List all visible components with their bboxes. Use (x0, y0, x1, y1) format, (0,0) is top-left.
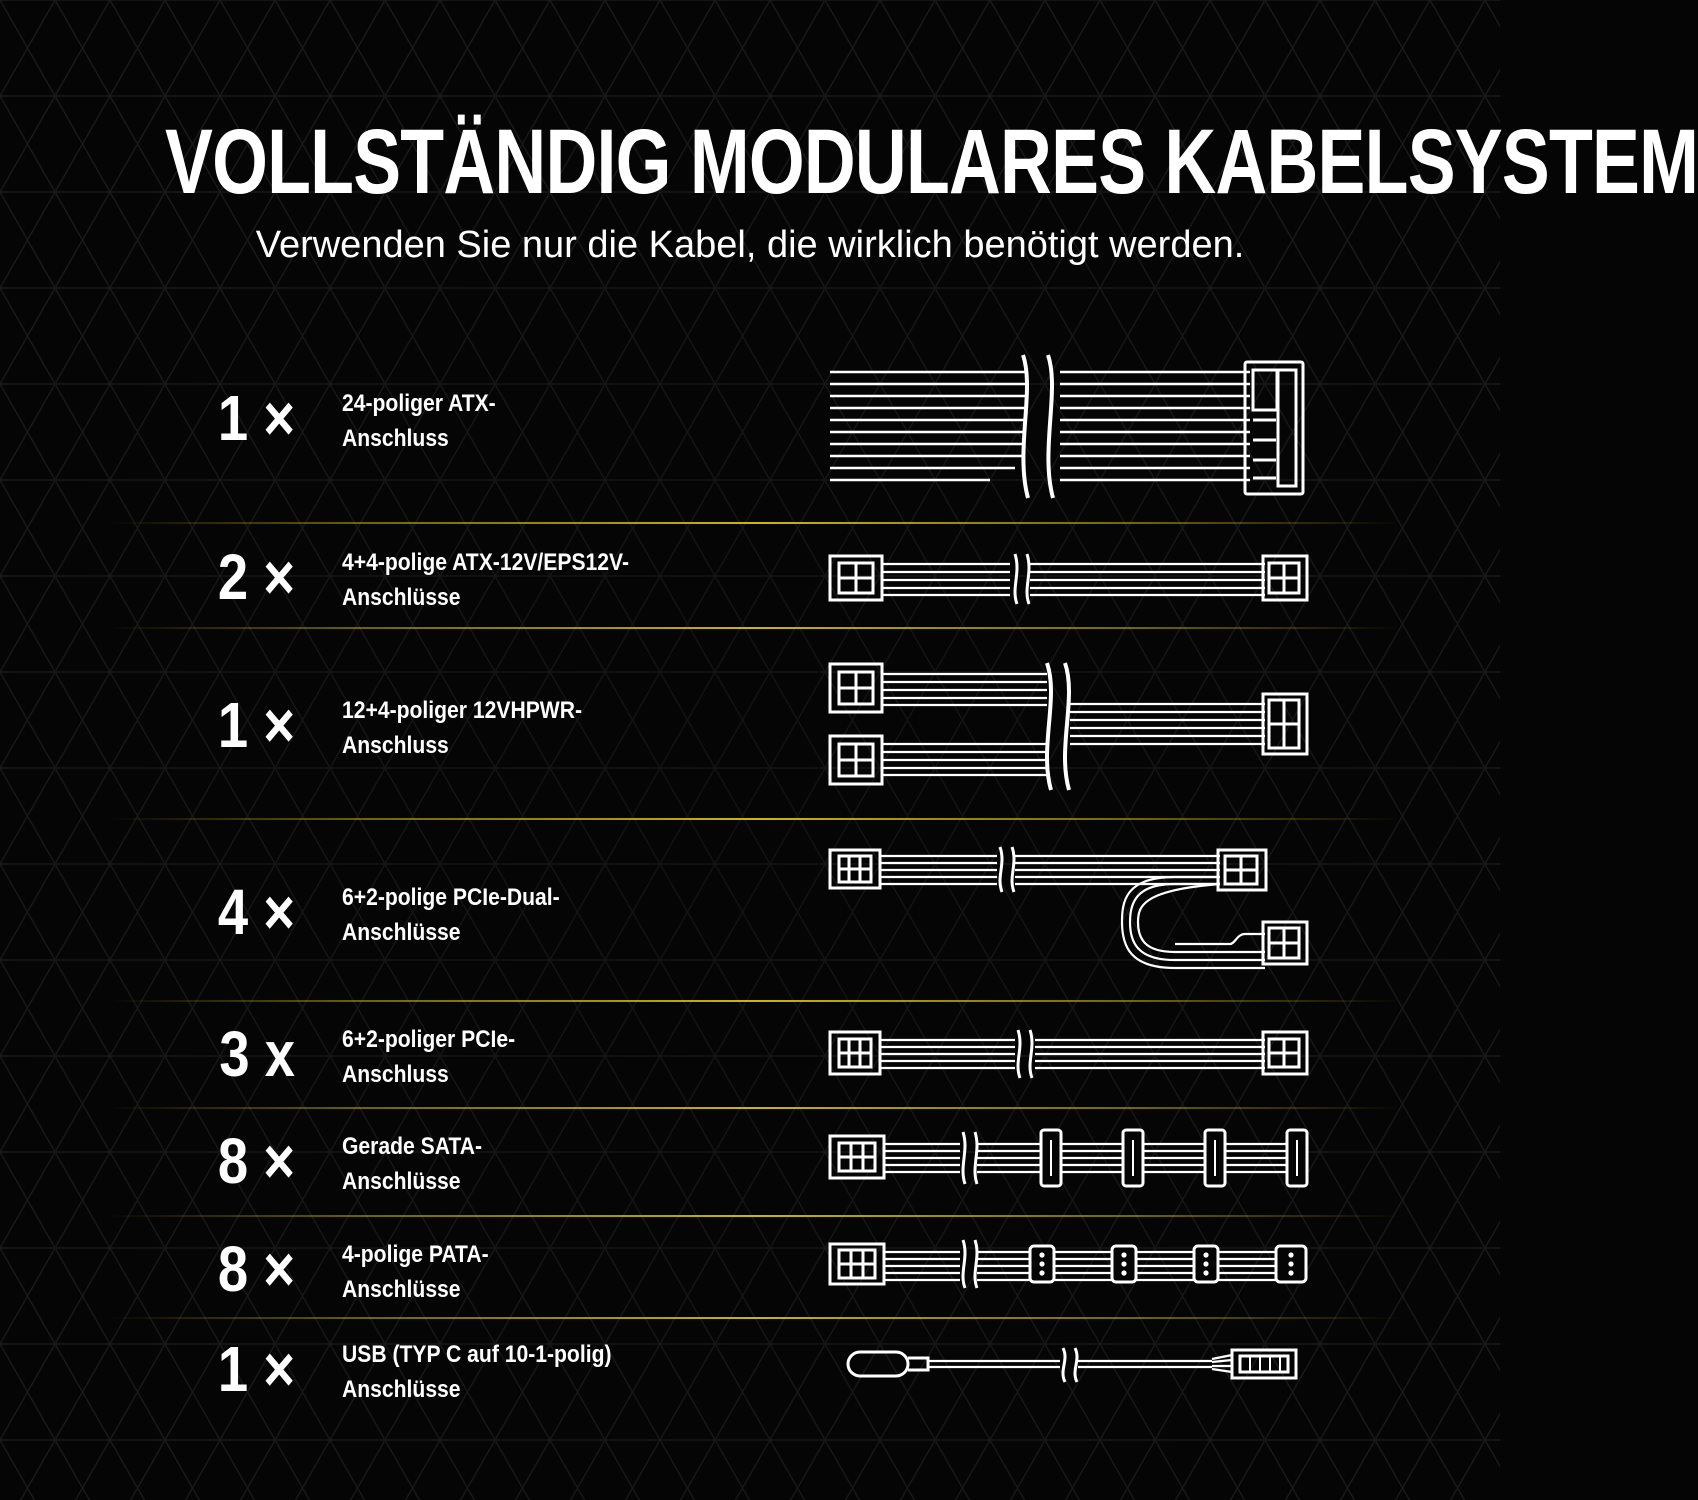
12vhpwr-cable-icon (825, 658, 1315, 793)
cable-count: 8 × (217, 1233, 295, 1305)
eps-cable-icon (825, 548, 1315, 608)
cable-count: 1 × (217, 689, 295, 761)
row-divider (110, 1317, 1400, 1319)
cable-count: 1 × (217, 1333, 295, 1405)
pata-cable-icon (825, 1236, 1315, 1291)
usb-c-cable-icon (840, 1340, 1310, 1390)
sata-cable-icon (825, 1126, 1315, 1191)
pcie-dual-cable-icon (825, 842, 1315, 977)
cable-label: 12+4-poliger 12VHPWR- Anschluss (342, 697, 583, 759)
cable-count: 4 × (217, 876, 295, 948)
row-divider (110, 1107, 1400, 1109)
cable-count: 3 x (219, 1018, 295, 1090)
cable-label: USB (TYP C auf 10-1-polig) Anschlüsse (342, 1341, 612, 1403)
page-title: VOLLSTÄNDIG MODULARES KABELSYSTEM (165, 111, 1698, 213)
row-divider (110, 522, 1400, 524)
cable-label: 6+2-poliger PCIe- Anschluss (342, 1026, 516, 1088)
row-divider (110, 818, 1400, 820)
cable-label: 4+4-polige ATX-12V/EPS12V- Anschlüsse (342, 549, 629, 611)
cable-count: 2 × (217, 541, 295, 613)
row-divider (110, 627, 1400, 629)
cable-label: 24-poliger ATX- Anschluss (342, 390, 496, 452)
page-subtitle: Verwenden Sie nur die Kabel, die wirklich benötigt werden. (255, 224, 1245, 266)
pcie-cable-icon (825, 1024, 1315, 1084)
cable-label: 6+2-polige PCIe-Dual- Anschlüsse (342, 884, 560, 946)
cable-count: 8 × (217, 1125, 295, 1197)
row-divider (110, 1000, 1400, 1002)
cable-label: Gerade SATA- Anschlüsse (342, 1133, 483, 1195)
cable-label: 4-polige PATA- Anschlüsse (342, 1241, 489, 1303)
atx-24pin-cable-icon (820, 350, 1320, 500)
cable-count: 1 × (217, 382, 295, 454)
row-divider (110, 1215, 1400, 1217)
